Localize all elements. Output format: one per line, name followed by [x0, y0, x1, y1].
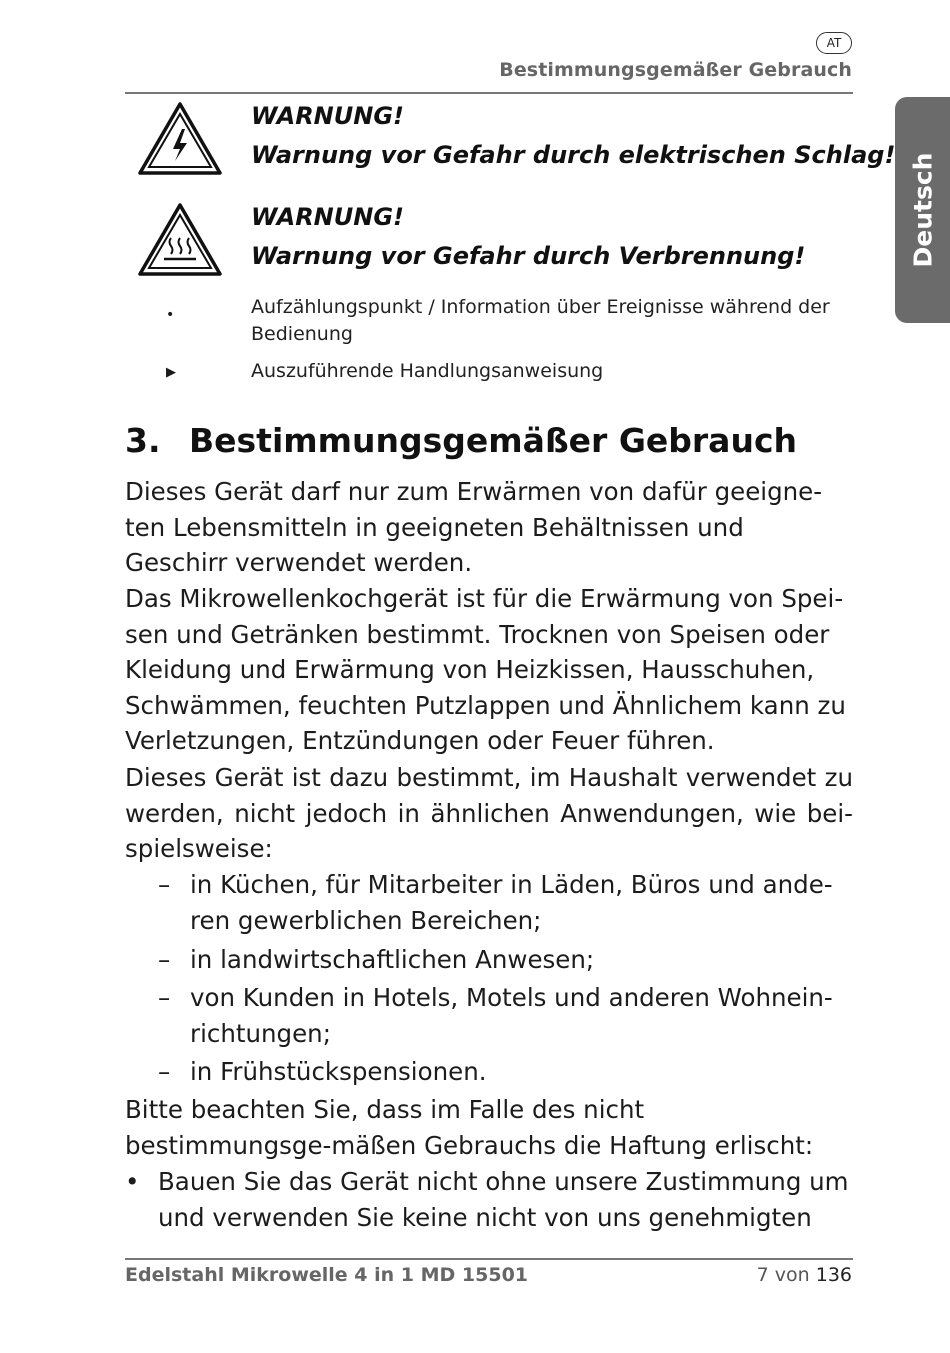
warning-electric	[251, 97, 895, 175]
footer-rule	[125, 1258, 853, 1260]
footer-product-name: Edelstahl Mikrowelle 4 in 1 MD 15501	[125, 1264, 529, 1286]
paragraph: Dieses Gerät darf nur zum Erwärmen von dafür geeigne-ten Lebensmitteln in geeigneten Behältnissen und Geschirr verwendet werden.	[125, 477, 823, 578]
list-item-text: in landwirtschaftlichen Anwesen;	[190, 945, 595, 974]
page-number	[757, 1264, 852, 1286]
country-badge: AT	[816, 32, 852, 54]
dash-marker: –	[158, 983, 171, 1012]
page-label: 7 von	[756, 1264, 810, 1286]
list-item-text: von Kunden in Hotels, Motels und anderen Wohnein-richtungen;	[190, 983, 833, 1048]
page-total: 136	[815, 1264, 852, 1286]
arrow-symbol: ▶	[166, 365, 176, 380]
list-item	[158, 942, 848, 978]
dash-marker: –	[158, 1057, 171, 1086]
liability-note: Bitte beachten Sie, dass im Falle des nicht bestimmungsge-mäßen Gebrauchs die Haftung erlischt:	[125, 1095, 814, 1160]
list-item	[158, 980, 848, 1051]
list-item	[125, 1164, 853, 1235]
legend-bullet-description: Aufzählungspunkt / Information über Ereignisse während der Bedienung	[251, 296, 830, 345]
warning-burn	[251, 198, 805, 276]
list-item	[158, 1054, 848, 1090]
dash-marker: –	[158, 870, 171, 899]
warning-description: Warnung vor Gefahr durch elektrischen Schlag!	[251, 141, 896, 169]
paragraph: Dieses Gerät ist dazu bestimmt, im Haushalt verwendet zu werden, nicht jedoch in ähnlichen Anwendungen, wie bei-spielsweise:	[125, 763, 853, 864]
language-tab-label: Deutsch	[908, 152, 937, 268]
language-tab[interactable]	[895, 97, 950, 323]
warning-title: WARNUNG!	[251, 102, 404, 130]
list-item	[158, 867, 848, 938]
hot-surface-warning-icon	[137, 202, 223, 278]
section-number: 3.	[125, 421, 161, 460]
bullet-marker: •	[125, 1167, 140, 1196]
dash-marker: –	[158, 945, 171, 974]
header-rule	[125, 92, 853, 94]
warning-title: WARNUNG!	[251, 203, 404, 231]
warning-description: Warnung vor Gefahr durch Verbrennung!	[251, 242, 806, 270]
section-heading	[125, 421, 797, 460]
section-title: Bestimmungsgemäßer Gebrauch	[189, 421, 798, 460]
running-header-title: Bestimmungsgemäßer Gebrauch	[499, 59, 852, 81]
list-item-text: in Frühstückspensionen.	[190, 1057, 487, 1086]
list-item-text: in Küchen, für Mitarbeiter in Läden, Büros und ande-ren gewerblichen Bereichen;	[190, 870, 833, 935]
list-item-text: Bauen Sie das Gerät nicht ohne unsere Zustimmung um und verwenden Sie keine nicht von uns genehmigten	[158, 1167, 849, 1232]
legend-arrow-description: Auszuführende Handlungsanweisung	[251, 360, 604, 382]
bullet-symbol: •	[166, 307, 175, 323]
paragraph: Das Mikrowellenkochgerät ist für die Erwärmung von Spei-sen und Getränken bestimmt. Trocknen von Speisen oder Kleidung und Erwärmung von Heizkissen, Hausschuhen, Schwämmen, feuchten Putzlappen und Ähnlichem kann zu Verletzungen, Entzündungen oder Feuer führen.	[125, 584, 846, 756]
electric-shock-warning-icon	[137, 101, 223, 177]
